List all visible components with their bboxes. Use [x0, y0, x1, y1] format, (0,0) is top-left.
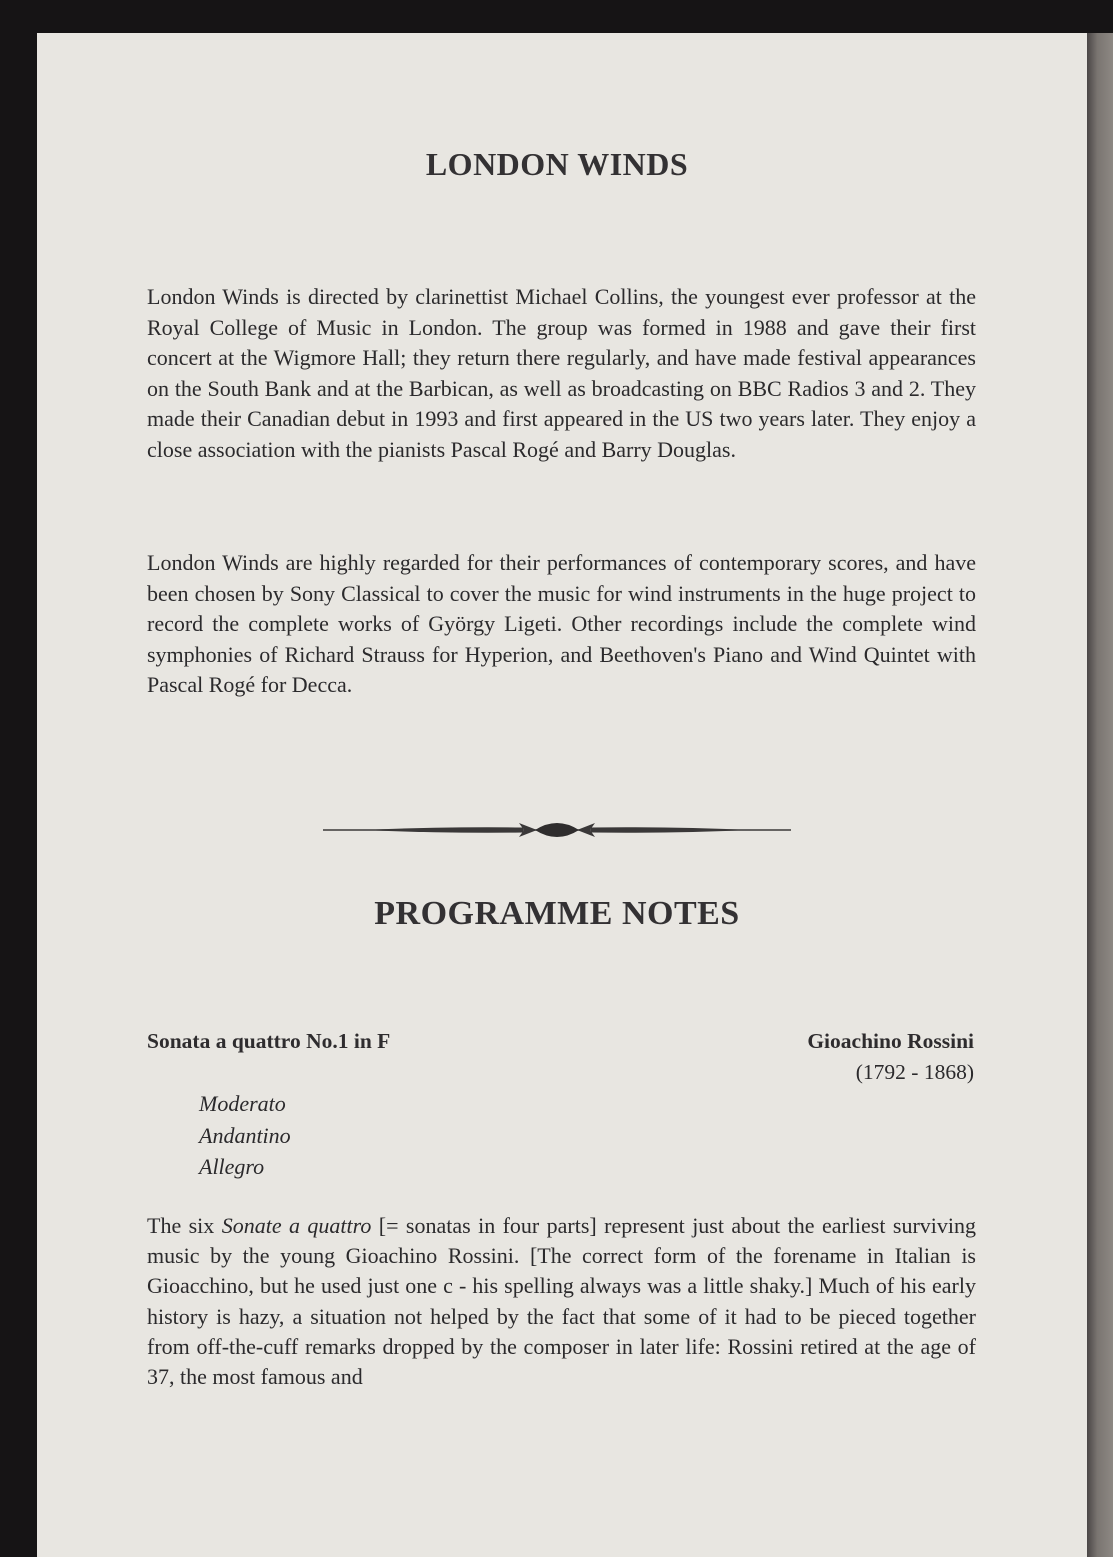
movement-item: Andantino	[199, 1122, 291, 1148]
adjacent-page-edge	[1087, 33, 1113, 1557]
section-heading-programme-notes: PROGRAMME NOTES	[374, 895, 740, 932]
note-lead-text: The six	[147, 1213, 222, 1238]
piece-title: Sonata a quattro No.1 in F	[147, 1029, 391, 1053]
programme-note-paragraph	[147, 1211, 976, 1392]
note-body-text: [= sonatas in four parts] represent just about the earliest surviving music by the young Gioachino Rossini. [The correct form of the forename in Italian is Gioacchino, but he used just one c - his spelling always was a little shaky.] Much of his early history is hazy, a situation not helped by the fact that some of it had to be pieced together from off-the-cuff remarks dropped by the composer in later life: Rossini retired at the age of 37, the most famous and	[147, 1213, 976, 1390]
biography-paragraph-2: London Winds are highly regarded for their performances of contemporary scores, and have been chosen by Sony Classical to cover the music for wind instruments in the huge project to record the complete works of György Ligeti. Other recordings include the complete wind symphonies of Richard Strauss for Hyperion, and Beethoven's Piano and Wind Quintet with Pascal Rogé for Decca.	[147, 550, 976, 697]
movement-list	[199, 1088, 291, 1183]
composer-dates: (1792 - 1868)	[855, 1060, 974, 1084]
document-page	[37, 33, 1087, 1557]
note-italic-title: Sonate a quattro	[221, 1213, 372, 1238]
movement-item: Moderato	[199, 1091, 286, 1116]
composer-name: Gioachino Rossini	[807, 1029, 974, 1053]
decorative-divider-icon	[323, 814, 791, 846]
biography-paragraph-1: London Winds is directed by clarinettist Michael Collins, the youngest ever professor at the Royal College of Music in London. The group was formed in 1988 and gave their first concert at the Wigmore Hall; they return there regularly, and have made festival appearances on the South Bank and at the Barbican, as well as broadcasting on BBC Radios 3 and 2. They made their Canadian debut in 1993 and first appeared in the US two years later. They enjoy a close association with the pianists Pascal Rogé and Barry Douglas.	[147, 284, 976, 462]
movement-item: Allegro	[199, 1154, 265, 1179]
section-heading-london-winds: LONDON WINDS	[425, 146, 689, 182]
